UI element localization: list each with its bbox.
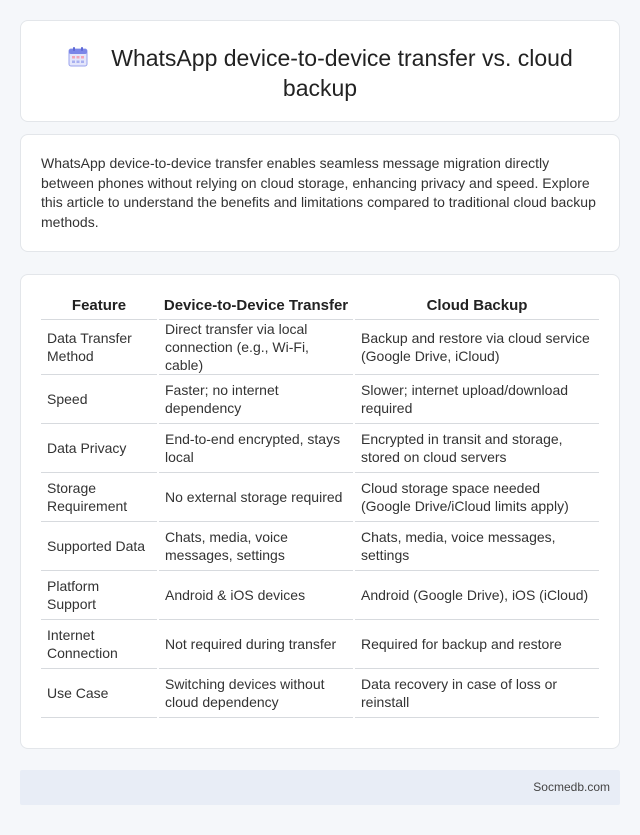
page-title-text: WhatsApp device-to-device transfer vs. cloud backup [111,45,573,101]
table-row [41,521,599,570]
comparison-table [41,293,599,718]
cloud-backup-cell: Cloud storage space needed (Google Drive/iCloud limits apply) [354,472,599,521]
cloud-backup-cell: Encrypted in transit and storage, stored on cloud servers [354,423,599,472]
page-title [51,43,589,103]
table-header-row [41,293,599,319]
cloud-backup-cell: Required for backup and restore [354,619,599,668]
table-row [41,374,599,423]
feature-cell: Use Case [41,668,158,717]
device-transfer-cell: Switching devices without cloud dependency [158,668,354,717]
device-transfer-cell: Not required during transfer [158,619,354,668]
table-row [41,619,599,668]
header-cloud-backup: Cloud Backup [354,293,599,319]
device-transfer-cell: No external storage required [158,472,354,521]
intro-card [20,134,620,252]
feature-cell: Supported Data [41,521,158,570]
footer [20,770,620,805]
cloud-backup-cell: Android (Google Drive), iOS (iCloud) [354,570,599,619]
table-row [41,319,599,374]
device-transfer-cell: Faster; no internet dependency [158,374,354,423]
cloud-backup-cell: Data recovery in case of loss or reinstall [354,668,599,717]
table-row [41,570,599,619]
feature-cell: Data Privacy [41,423,158,472]
feature-cell: Internet Connection [41,619,158,668]
footer-brand[interactable]: Socmedb.com [533,780,610,794]
header-device-transfer: Device-to-Device Transfer [158,293,354,319]
feature-cell: Storage Requirement [41,472,158,521]
device-transfer-cell: Chats, media, voice messages, settings [158,521,354,570]
feature-cell: Data Transfer Method [41,319,158,374]
feature-cell: Platform Support [41,570,158,619]
header-feature: Feature [41,293,158,319]
comparison-card [20,274,620,749]
intro-paragraph: WhatsApp device-to-device transfer enables seamless message migration directly between phones without relying on cloud storage, enhancing privacy and speed. Explore this article to understand the benefits and limitations compared to traditional cloud backup methods. [41,155,596,230]
device-transfer-cell: End-to-end encrypted, stays local [158,423,354,472]
device-transfer-cell: Direct transfer via local connection (e.g., Wi-Fi, cable) [158,319,354,374]
cloud-backup-cell: Chats, media, voice messages, settings [354,521,599,570]
title-card [20,20,620,122]
feature-cell: Speed [41,374,158,423]
table-row [41,423,599,472]
table-row [41,668,599,717]
device-transfer-cell: Android & iOS devices [158,570,354,619]
table-row [41,472,599,521]
cloud-backup-cell: Backup and restore via cloud service (Google Drive, iCloud) [354,319,599,374]
cloud-backup-cell: Slower; internet upload/download required [354,374,599,423]
calendar-icon [67,45,89,67]
